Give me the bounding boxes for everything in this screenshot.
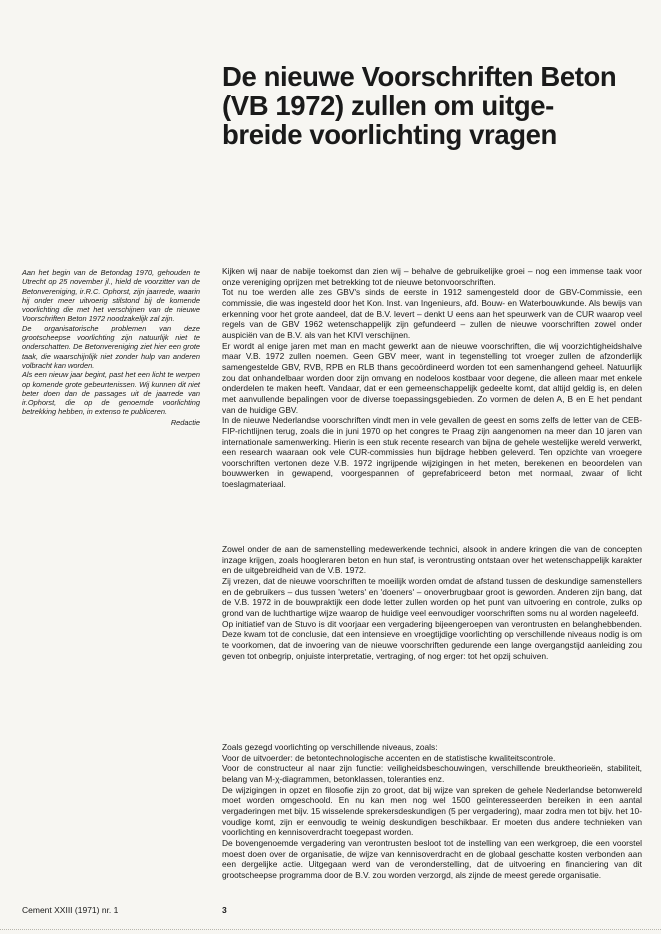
body-paragraph: Voor de uitvoerder: de betontechnologische accenten en de statistische kwaliteitscontrole. [222, 752, 556, 763]
body-paragraph: Zowel onder de aan de samenstelling medewerkende technici, alsook in andere kringen die van de concepten inzage krijgen, zoals hoogleraren beton en hun staf, is verontrusting ontstaan over het wetenschappelijk karakter en de uitgebreidheid van de V.B. 1972. [222, 544, 642, 576]
body-paragraph: Voor de constructeur al naar zijn functie: veiligheidsbeschouwingen, verschillende breuktheorieën, stabiliteit, belang van M-χ-diagrammen, betonklassen, toleranties enz. [222, 763, 642, 784]
body-paragraph: Zij vrezen, dat de nieuwe voorschriften te moeilijk worden omdat de afstand tussen de deskundige samenstellers en de gebruikers – dus tussen 'weters' en 'doeners' – onoverbrugbaar groot is geworden. Anderen zijn bang, dat de V.B. 1972 in de bouwpraktijk een dode letter zullen worden op het punt van uitvoering en controle, zulks op grond van de luchthartige wijze waarop de huidige veel eenvoudiger voorschriften soms nu al worden nageleefd. [222, 575, 642, 618]
journal-reference: Cement XXIII (1971) nr. 1 [22, 905, 119, 915]
body-paragraph: Zoals gezegd voorlichting op verschillende niveaus, zoals: [222, 742, 438, 752]
body-paragraph: Tot nu toe werden alle zes GBV's sinds de eerste in 1912 samengesteld door de GBV-Commissie, een commissie, die was ingesteld door het Kon. Inst. van Ingenieurs, afd. Bouw- en Waterbouwkunde. Als bewijs van erkenning voor het grote aandeel, dat de B.V. levert – denkt U eens aan het speurwerk van de CUR waarop veel regels van de GBV 1962 wetenschappelijk zijn gefundeerd – zullen de nieuwe voorschriften zowel onder auspiciën van de B.V. als van het KIVI verschijnen. [222, 287, 642, 340]
body-paragraph: De bovengenoemde vergadering van verontrusten besloot tot de instelling van een werkgroep, die een voorstel moest doen over de organisatie, de wijze van kennisoverdracht en de globaal geschatte kosten verbonden aan een dergelijke actie. Uitgegaan werd van de veronderstelling, dat de uitvoering en financiering van dit grootscheepse programma door de B.V. zou worden verzorgd, als zijnde de meest gerede organisatie. [222, 837, 642, 880]
title-line: breide voorlichting vragen [222, 119, 557, 150]
article-title [222, 62, 642, 149]
body-paragraph: Kijken wij naar de nabije toekomst dan zien wij – behalve de gebruikelijke groei – nog een immense taak voor onze vereniging oprijzen met betrekking tot de nieuwe betonvoorschriften. [222, 266, 642, 287]
title-line: (VB 1972) zullen om uitge- [222, 90, 554, 121]
page-edge-divider [0, 929, 661, 930]
body-paragraph: Op initiatief van de Stuvo is dit voorjaar een vergadering bijeengeroepen van verontrusten en belanghebbenden. Deze kwam tot de conclusie, dat een intensieve en vroegtijdige voorlichting op verschillende niveaus nodig is om te voorkomen, dat de invoering van de nieuwe voorschriften gedurende een lange overgangstijd aanleiding zou geven tot onbegrip, onjuiste interpretatie, vertraging, of nog erger: tot het opzij schuiven. [222, 618, 642, 661]
title-line: De nieuwe Voorschriften Beton [222, 61, 617, 92]
body-section-2 [222, 544, 642, 661]
page-number: 3 [222, 905, 227, 915]
intro-paragraph: Als een nieuw jaar begint, past het een licht te werpen op komende grote gebeurtenissen. Wij kunnen dit niet beter doen dan de passages uit de jaarrede van ir.Ophorst, die op de genoemde voorlichting betrekking hebben, in extenso te publiceren. [22, 370, 200, 417]
body-paragraph: In de nieuwe Nederlandse voorschriften vindt men in vele gevallen de geest en soms zelfs de letter van de CEB-FIP-richtlijnen terug, zoals die in juni 1970 op het congres te Praag zijn aangenomen na meer dan 10 jaren van internationale samenwerking. Hierin is een stuk recente research van bijna de gehele westelijke wereld verwerkt, een research waaraan ook vele CUR-commissies hun bijdrage hebben geleverd. Ten opzichte van vroegere voorschriften vertonen deze V.B. 1972 ingrijpende wijzigingen in het meten, berekenen en beoordelen van bouwwerken in gewapend, voorgespannen of geprefabriceerd beton met normaal, zwaar of licht toeslagmateriaal. [222, 415, 642, 490]
body-paragraph: De wijzigingen in opzet en filosofie zijn zo groot, dat bij wijze van spreken de gehele Nederlandse betonwereld moet worden omgeschoold. En nu kan men nog wel 1500 geïnteresseerden bereiken in een aantal vergaderingen met bijv. 15 wisselende sprekersdeskundigen (5 per vergadering), maar zodra men tot bijv. het 10-voudige komt, zijn er eenvoudig te weinig deskundigen beschikbaar. Er moeten dus andere technieken van voorlichting en kennisoverdracht toegepast worden. [222, 784, 642, 838]
intro-paragraph: De organisatorische problemen van deze grootscheepse voorlichting zijn natuurlijk niet te onderschatten. De Betonvereniging ziet hier een grote taak, die waarschijnlijk niet zonder hulp van anderen volbracht kan worden. [22, 323, 200, 370]
body-section-3 [222, 742, 642, 881]
body-paragraph: Er wordt al enige jaren met man en macht gewerkt aan de nieuwe voorschriften, die wij voorzichtigheidshalve maar V.B. 1972 zullen noemen. Geen GBV meer, want in tegenstelling tot vroeger zullen de afzonderlijk samengestelde GBV, RVB, RPB en RLB thans gecoördineerd worden tot een samenhangend geheel. Natuurlijk zou dat onhandelbaar worden door zijn omvang en nodeloos kostbaar voor degene, die alleen maar met enkele onderdelen te maken heeft. Vandaar, dat er een gemeenschappelijk gedeelte komt, dat altijd geldig is, en delen met aanvullende bepalingen voor de diverse toepassingsgebieden. Zo vormen de delen A, B en E het pendant van de huidige GBV. [222, 340, 642, 415]
intro-signature: Redactie [170, 417, 200, 427]
intro-paragraph: Aan het begin van de Betondag 1970, gehouden te Utrecht op 25 november jl., hield de voorzitter van de Betonvereniging, ir.R.C. Ophorst, zijn jaarrede, waarin hij onder meer uitvoerig stilstond bij de komende voorlichting die met het verschijnen van de nieuwe Voorschriften Beton 1972 noodzakelijk zal zijn. [22, 268, 200, 324]
body-section-1 [222, 266, 642, 490]
intro-column [22, 268, 200, 427]
